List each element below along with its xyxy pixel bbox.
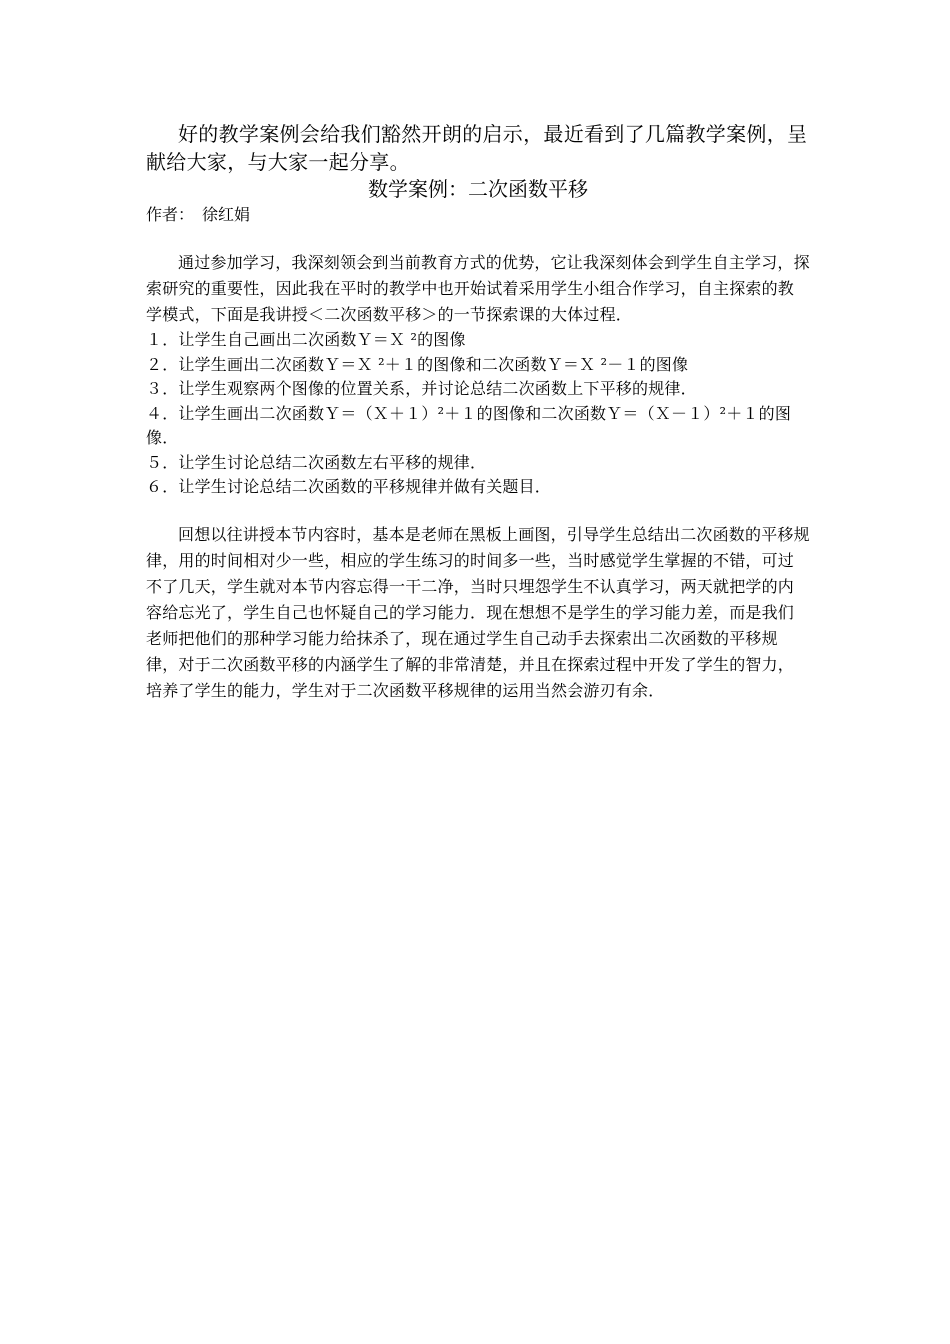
- document-page: [146, 120, 810, 704]
- step-item: ２．让学生画出二次函数Ｙ＝Ｘ ²＋１的图像和二次函数Ｙ＝Ｘ ²－１的图像: [146, 354, 689, 374]
- step-item: ６．让学生讨论总结二次函数的平移规律并做有关题目．: [146, 477, 552, 496]
- steps-list: [146, 328, 810, 500]
- paragraph-reflection: 回想以往讲授本节内容时，基本是老师在黑板上画图，引导学生总结出二次函数的平移规律，用的时间相对少一些，相应的学生练习的时间多一些，当时感觉学生掌握的不错，可过不了几天，学生就对本节内容忘得一干二净，当时只埋怨学生不认真学习，两天就把学的内容给忘光了，学生自己也怀疑自己的学习能力．现在想想不是学生的学习能力差，而是我们老师把他们的那种学习能力给抹杀了，现在通过学生自己动手去探索出二次函数的平移规律，对于二次函数平移的内涵学生了解的非常清楚，并且在探索过程中开发了学生的智力，培养了学生的能力，学生对于二次函数平移规律的运用当然会游刃有余．: [146, 524, 810, 700]
- step-item: １．让学生自己画出二次函数Ｙ＝Ｘ ²的图像: [146, 330, 466, 349]
- intro-text: 好的教学案例会给我们豁然开朗的启示，最近看到了几篇教学案例，呈献给大家，与大家一起分享。: [146, 122, 808, 174]
- step-item: ５．让学生讨论总结二次函数左右平移的规律．: [146, 452, 487, 472]
- article-title: 数学案例：二次函数平移: [368, 177, 588, 201]
- author-line: 作者： 徐红娟: [146, 205, 251, 224]
- spacer: [146, 500, 810, 522]
- paragraph-intro: 通过参加学习，我深刻领会到当前教育方式的优势，它让我深刻体会到学生自主学习，探索研究的重要性，因此我在平时的教学中也开始试着采用学生小组合作学习，自主探索的教学模式，下面是我讲授＜二次函数平移＞的一节探索课的大体过程．: [146, 253, 810, 324]
- step-item: ３．让学生观察两个图像的位置关系，并讨论总结二次函数上下平移的规律．: [146, 379, 697, 398]
- step-item: ４．让学生画出二次函数Ｙ＝（Ｘ＋１）²＋１的图像和二次函数Ｙ＝（Ｘ－１）²＋１的图像．: [146, 403, 792, 447]
